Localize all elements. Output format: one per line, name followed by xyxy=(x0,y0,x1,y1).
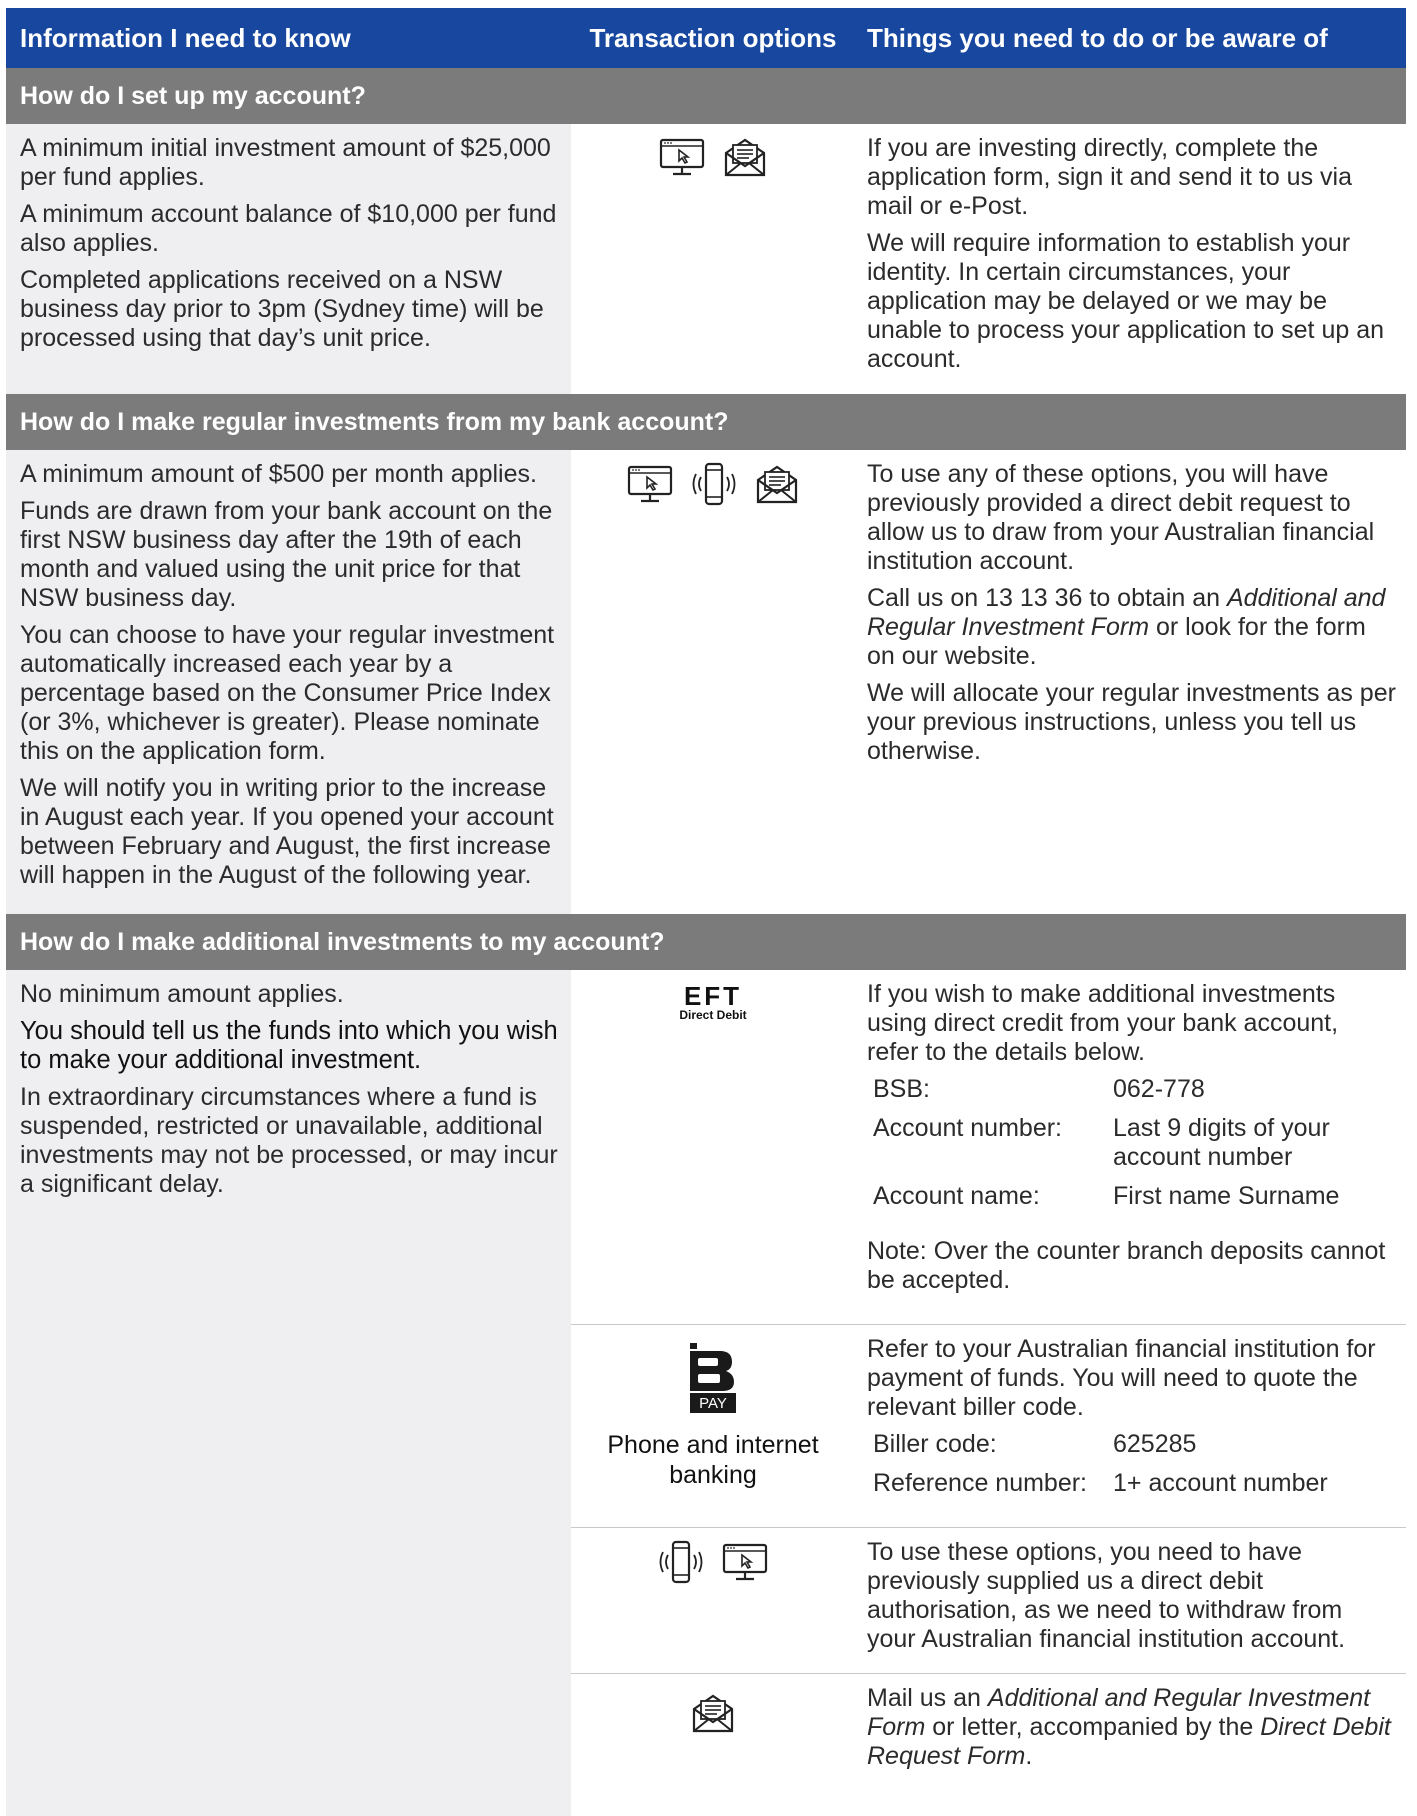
section-row-regular xyxy=(6,450,1406,914)
account-number-row: Account number: Last 9 digits of your account number xyxy=(873,1114,1330,1171)
section-title-setup: How do I set up my account? xyxy=(6,68,1406,124)
note-text: Mail us an Additional and Regular Investment Form or letter, accompanied by the Direct Debit Request Form. xyxy=(867,1684,1391,1770)
header-transaction-options: Transaction options xyxy=(589,22,837,53)
info-text: A minimum initial investment amount of $25,000 per fund applies. xyxy=(20,134,551,191)
computer-icon xyxy=(722,1542,768,1582)
biller-code-row: Biller code: 625285 xyxy=(873,1430,1197,1458)
info-text: No minimum amount applies. xyxy=(20,980,344,1008)
note-text: Refer to your Australian financial institution for payment of funds. You will need to quote the relevant biller code. xyxy=(867,1335,1376,1421)
note-text: We will allocate your regular investments as per your previous instructions, unless you tell us otherwise. xyxy=(867,679,1396,765)
header-info: Information I need to know xyxy=(20,22,351,53)
info-cell-setup xyxy=(6,124,571,394)
reference-number-row: Reference number: 1+ account number xyxy=(873,1469,1328,1497)
info-text: We will notify you in writing prior to the increase in August each year. If you opened your account between February and August, the first increase will happen in the August of the following year. xyxy=(20,774,554,889)
section-row-additional xyxy=(6,970,1406,1816)
note-text: Call us on 13 13 36 to obtain an Additional and Regular Investment Form or look for the form on our website. xyxy=(867,584,1386,670)
computer-icon xyxy=(659,137,705,177)
section-title-additional-investments: How do I make additional investments to my account? xyxy=(6,914,1406,970)
option-eft xyxy=(571,970,1406,1324)
phone-icon xyxy=(658,1540,704,1584)
mail-icon xyxy=(723,136,767,178)
bsb-row: BSB: 062-778 xyxy=(873,1075,1205,1103)
table-header xyxy=(6,8,1406,68)
section-row-setup xyxy=(6,124,1406,394)
bpay-logo xyxy=(690,1395,736,1417)
info-text: Completed applications received on a NSW business day prior to 3pm (Sydney time) will be processed using that day’s unit price. xyxy=(20,266,544,352)
option-mail xyxy=(571,1673,1406,1816)
phone-icon xyxy=(691,462,737,506)
transaction-options-regular xyxy=(571,450,855,914)
header-things-to-do: Things you need to do or be aware of xyxy=(867,22,1328,53)
option-bpay xyxy=(571,1324,1406,1527)
note-text: We will require information to establish your identity. In certain circumstances, your application may be delayed or we may be unable to process your application to set up an account. xyxy=(867,229,1385,373)
eft-logo: EFT Direct Debit xyxy=(679,981,747,1022)
info-text: You can choose to have your regular investment automatically increased each year by a percentage based on the Consumer Price Index (or 3%, whichever is greater). Please nominate this on the application form. xyxy=(20,621,555,765)
info-text: A minimum account balance of $10,000 per fund also applies. xyxy=(20,200,557,257)
mail-icon xyxy=(691,1692,735,1739)
info-text: In extraordinary circumstances where a fund is suspended, restricted or unavailable, additional investments may not be processed, or may incur a significant delay. xyxy=(20,1083,558,1198)
notes-setup xyxy=(855,124,1406,396)
info-text: A minimum amount of $500 per month applies. xyxy=(20,460,537,488)
note-text: If you are investing directly, complete the application form, sign it and send it to us via mail or e-Post. xyxy=(867,134,1352,220)
notes-regular xyxy=(855,450,1406,914)
info-text: You should tell us the funds into which you wish to make your additional investment. xyxy=(20,1017,558,1074)
bpay-label: Phone and internet banking xyxy=(607,1431,819,1489)
investment-options-table xyxy=(6,8,1406,1816)
svg-text:PAY: PAY xyxy=(699,1395,727,1412)
section-title-regular-investments: How do I make regular investments from my bank account? xyxy=(6,394,1406,450)
note-text: To use these options, you need to have previously supplied us a direct debit authorisation, as we need to withdraw from your Australian financial institution account. xyxy=(867,1538,1346,1653)
computer-icon xyxy=(627,464,673,504)
info-cell-additional xyxy=(6,970,571,1816)
info-text: Funds are drawn from your bank account on the first NSW business day after the 19th of each month and valued using the unit price for that NSW business day. xyxy=(20,497,553,612)
note-text: To use any of these options, you will have previously provided a direct debit request to allow us to draw from your Australian financial institution account. xyxy=(867,460,1375,575)
option-direct-debit xyxy=(571,1527,1406,1673)
note-text: If you wish to make additional investments using direct credit from your bank account, refer to the details below. xyxy=(867,980,1339,1066)
info-cell-regular xyxy=(6,450,571,914)
note-text: Note: Over the counter branch deposits cannot be accepted. xyxy=(867,1237,1386,1294)
account-name-row: Account name: First name Surname xyxy=(873,1182,1340,1210)
transaction-options-setup xyxy=(571,124,855,396)
mail-icon xyxy=(755,463,799,505)
